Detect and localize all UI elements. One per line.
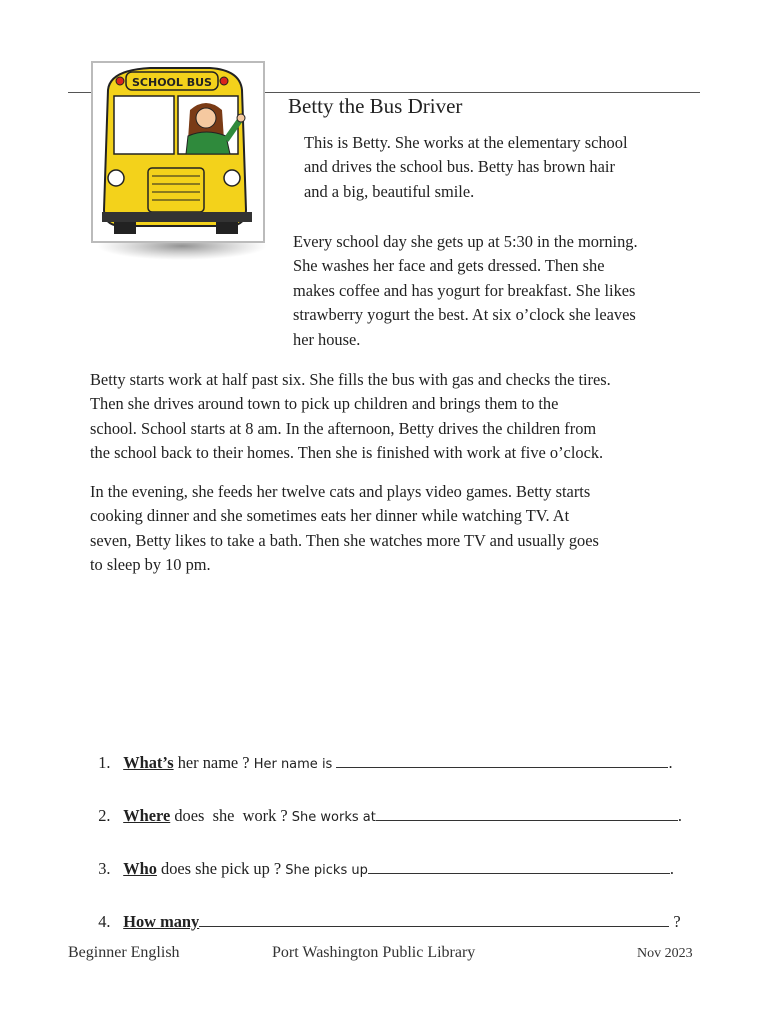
question-number: 3. xyxy=(98,859,111,878)
question-keyword: Who xyxy=(123,859,157,878)
question-2 xyxy=(90,786,682,826)
answer-hint: Her name is xyxy=(253,757,337,772)
footer-course: Beginner English xyxy=(68,944,180,961)
question-text: does she pick up ? xyxy=(156,859,286,878)
question-number: 2. xyxy=(98,806,111,825)
answer-blank[interactable] xyxy=(376,806,678,821)
question-4 xyxy=(90,892,681,932)
question-keyword: How many xyxy=(123,912,200,931)
question-1 xyxy=(90,733,673,773)
question-end: . xyxy=(669,859,674,878)
question-end: . xyxy=(668,753,673,772)
question-end: . xyxy=(677,806,682,825)
question-text: does she work ? xyxy=(170,806,292,825)
paragraph-work: Betty starts work at half past six. She fills the bus with gas and checks the tires. Then she drives around town to pick up children and brings them to the school. School starts at 8 am. In the afternoon, Betty drives the children from the school back to their homes. Then she is finished with work at five o’clock. xyxy=(90,370,611,463)
school-bus-image xyxy=(90,60,268,260)
question-keyword: Where xyxy=(123,806,171,825)
question-end: ? xyxy=(669,912,681,931)
question-number: 1. xyxy=(98,753,111,772)
question-number: 4. xyxy=(98,912,111,931)
paragraph-evening: In the evening, she feeds her twelve cats and plays video games. Betty starts cooking dinner and she sometimes eats her dinner while watching TV. At seven, Betty likes to take a bath. Then she watches more TV and usually goes to sleep by 10 pm. xyxy=(90,482,599,575)
paragraph-intro: This is Betty. She works at the elementary school and drives the school bus. Betty has brown hair and a big, beautiful smile. xyxy=(304,133,628,201)
answer-blank[interactable] xyxy=(336,753,668,768)
footer-library: Port Washington Public Library xyxy=(272,944,476,961)
bus-sign-text: SCHOOL BUS xyxy=(132,76,212,89)
answer-hint: She works at xyxy=(291,810,376,825)
question-keyword: What’s xyxy=(123,753,174,772)
question-text: her name ? xyxy=(173,753,254,772)
answer-blank[interactable] xyxy=(368,859,670,874)
footer-date: Nov 2023 xyxy=(637,946,693,961)
paragraph-morning: Every school day she gets up at 5:30 in the morning. She washes her face and gets dressed. Then she makes coffee and has yogurt for breakfast. She likes strawberry yogurt the best. At six o’clock she leaves her house. xyxy=(293,232,638,349)
question-3 xyxy=(90,839,674,879)
answer-hint: She picks up xyxy=(285,863,368,878)
answer-blank[interactable] xyxy=(199,912,669,927)
worksheet-title: Betty the Bus Driver xyxy=(288,94,463,118)
